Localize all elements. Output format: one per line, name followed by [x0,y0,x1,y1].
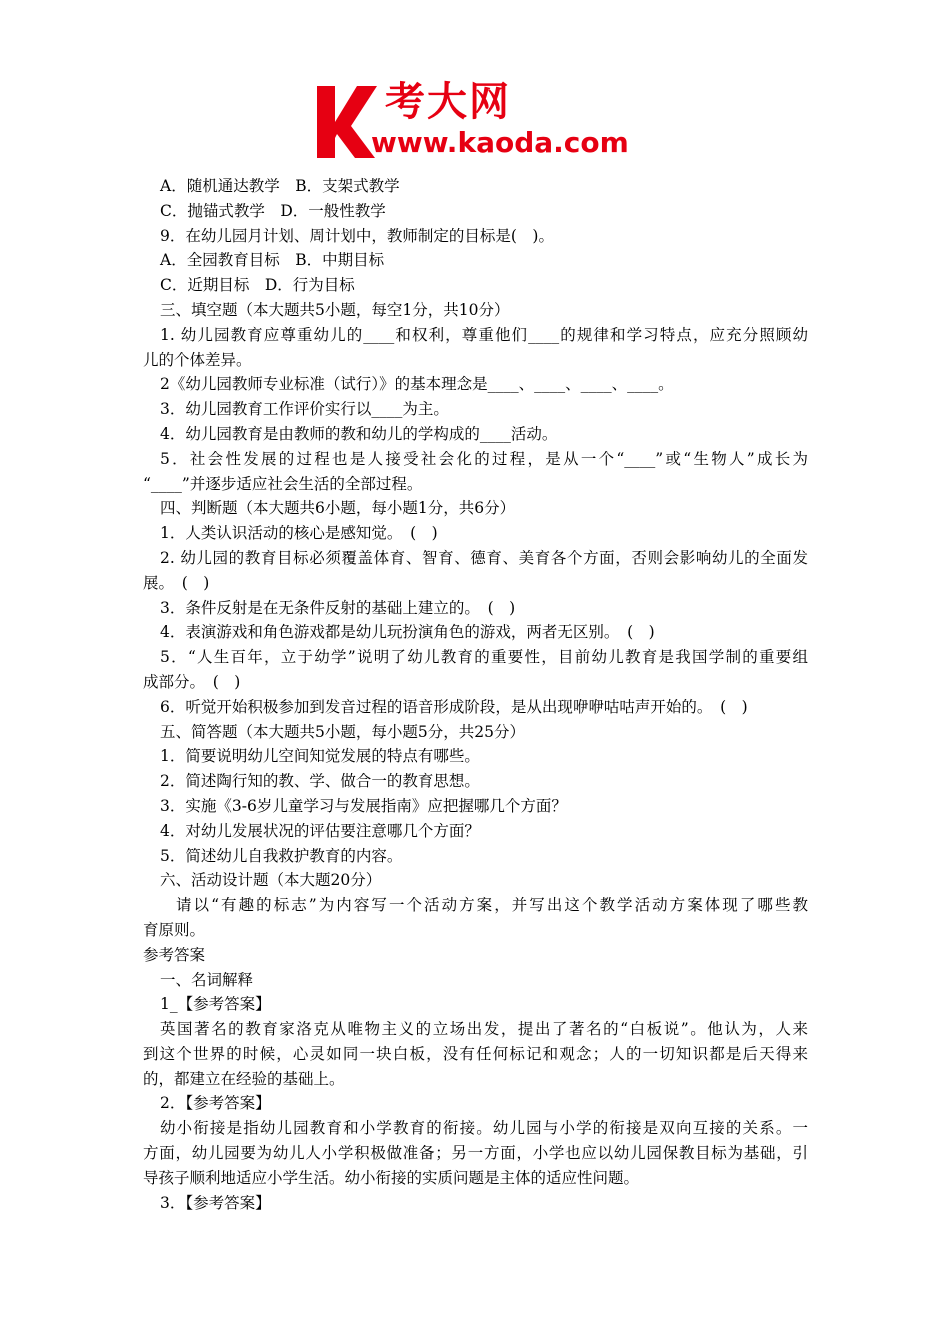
k-logo-icon [313,82,379,160]
logo-url-text: www.kaoda.com [371,126,629,159]
section-heading: 六、活动设计题（本大题20分） [160,871,382,890]
option-line: A．全园教育目标 B．中期目标 [160,251,385,270]
question-line: 2. 幼儿园的教育目标必须覆盖体育、智育、德育、美育各个方面，否则会影响幼儿的全面发 [160,548,808,567]
question-line: 3．幼儿园教育工作评价实行以____为主。 [160,400,449,419]
question-line: 2．简述陶行知的教、学、做合一的教育思想。 [160,772,480,791]
question-line: 3．实施《3-6岁儿童学习与发展指南》应把握哪几个方面？ [160,796,567,815]
answer-label: 1_【参考答案】 [160,995,271,1014]
question-line: 儿的个体差异。 [143,350,252,369]
question-line: 5．社会性发展的过程也是人接受社会化的过程，是从一个“____”或“生物人”成长为 [160,449,808,468]
question-line: 5．“人生百年，立于幼学”说明了幼儿教育的重要性，目前幼儿教育是我国学制的重要组 [160,648,808,667]
answer-line: 方面，幼儿园要为幼儿人小学积极做准备；另一方面，小学也应以幼儿园保教目标为基础，引 [143,1144,808,1163]
answer-line: 的，都建立在经验的基础上。 [143,1069,345,1088]
question-line: “____”并逐步适应社会生活的全部过程。 [143,474,423,493]
question-line: 育原则。 [143,920,206,939]
answer-line: 到这个世界的时候，心灵如同一块白板，没有任何标记和观念；人的一切知识都是后天得来 [143,1044,808,1063]
question-line: 1．人类认识活动的核心是感知觉。 ( ) [160,524,438,543]
option-line: A．随机通达教学 B．支架式教学 [160,177,400,195]
section-heading: 一、名词解释 [160,970,254,989]
answer-label: 2．【参考答案】 [160,1094,271,1113]
question-line: 5．简述幼儿自我救护教育的内容。 [160,846,403,865]
question-line: 1. 幼儿园教育应尊重幼儿的____和权利，尊重他们____的规律和学习特点，应充分照顾幼 [160,325,808,344]
kaoda-logo[interactable] [313,79,643,162]
answer-line: 导孩子顺利地适应小学生活。幼小衔接的实质问题是主体的适应性问题。 [143,1168,640,1187]
question-line: 展。 ( ) [143,573,210,592]
question-line: 请以“有趣的标志”为内容写一个活动方案，并写出这个教学活动方案体现了哪些教 [176,896,808,915]
question-line: 6．听觉开始积极参加到发音过程的语音形成阶段，是从出现咿咿咕咕声开始的。 ( ) [160,697,748,716]
answer-label: 3．【参考答案】 [160,1193,271,1212]
section-heading: 四、判断题（本大题共6小题，每小题1分，共6分） [160,499,516,518]
question-line: 1．简要说明幼儿空间知觉发展的特点有哪些。 [160,747,480,766]
question-line: 9．在幼儿园月计划、周计划中，教师制定的目标是( )。 [160,226,554,245]
option-line: C．近期目标 D．行为目标 [160,276,355,295]
document-body [143,174,808,1215]
section-heading: 五、简答题（本大题共5小题，每小题5分，共25分） [160,722,525,741]
question-line: 3．条件反射是在无条件反射的基础上建立的。 ( ) [160,598,516,617]
section-heading: 三、填空题（本大题共5小题，每空1分，共10分） [160,300,510,319]
answer-line: 幼小衔接是指幼儿园教育和小学教育的衔接。幼儿园与小学的衔接是双向互接的关系。一 [160,1119,808,1138]
question-line: 成部分。 ( ) [143,672,241,691]
answers-heading: 参考答案 [143,945,206,964]
question-line: 4．幼儿园教育是由教师的教和幼儿的学构成的____活动。 [160,424,558,443]
question-line: 4．对幼儿发展状况的评估要注意哪几个方面？ [160,821,480,840]
option-line: C．抛锚式教学 D．一般性教学 [160,201,386,220]
question-line: 2《幼儿园教师专业标准（试行）》的基本理念是____、____、____、____。 [160,375,674,394]
question-line: 4．表演游戏和角色游戏都是幼儿玩扮演角色的游戏，两者无区别。 ( ) [160,623,655,642]
answer-line: 英国著名的教育家洛克从唯物主义的立场出发，提出了著名的“白板说”。他认为，人来 [160,1020,808,1039]
logo-brand-text: 考大网 [385,79,511,125]
